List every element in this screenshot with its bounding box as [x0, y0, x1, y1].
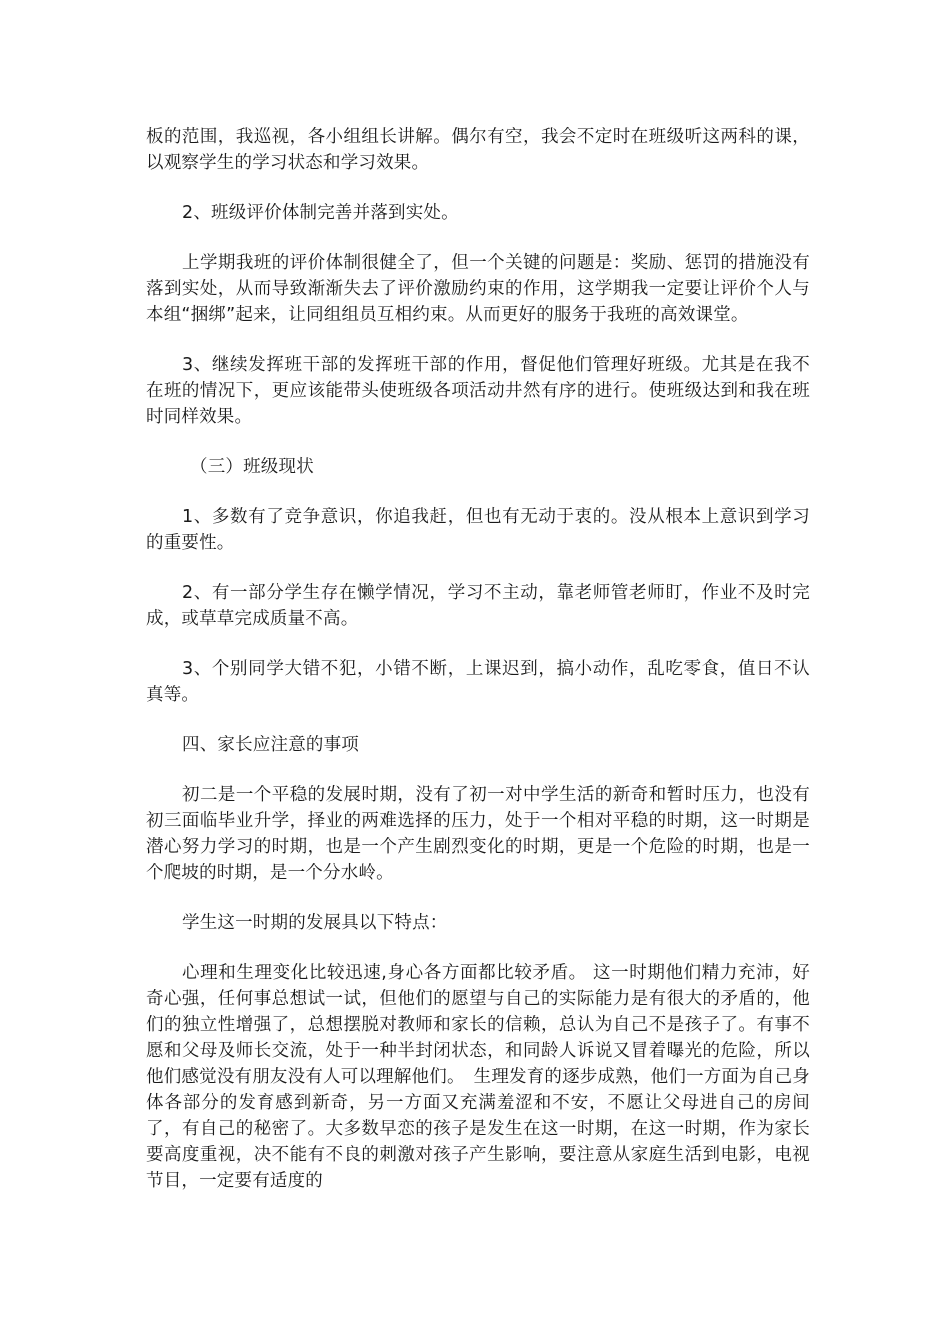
paragraph-grade-two-period: 初二是一个平稳的发展时期，没有了初一对中学生活的新奇和暂时压力，也没有初三面临毕业升学，择业的两难选择的压力，处于一个相对平稳的时期，这一时期是潜心努力学习的时期，也是一个产生剧烈变化的时期，更是一个危险的时期，也是一个爬坡的时期，是一个分水岭。 [146, 785, 810, 883]
section-heading-parent-notes: 四、家长应注意的事项 [182, 735, 359, 755]
section-heading-class-status: （三）班级现状 [190, 457, 314, 477]
paragraph-status-1: 1、多数有了竞争意识，你追我赶，但也有无动于衷的。没从根本上意识到学习的重要性。 [146, 507, 810, 553]
paragraph-continuation: 板的范围，我巡视，各小组组长讲解。偶尔有空，我会不定时在班级听这两科的课，以观察学生的学习状态和学习效果。 [146, 127, 810, 173]
document-body [146, 124, 810, 1218]
paragraph-psych-physio: 心理和生理变化比较迅速,身心各方面都比较矛盾。 这一时期他们精力充沛，好奇心强，任何事总想试一试，但他们的愿望与自己的实际能力是有很大的矛盾的，他们的独立性增强了，总想摆脱对教师和家长的信赖，总认为自己不是孩子了。有事不愿和父母及师长交流，处于一种半封闭状态，和同龄人诉说又冒着曝光的危险，所以他们感觉没有朋友没有人可以理解他们。 生理发育的逐步成熟，他们一方面为自己身体各部分的发育感到新奇，另一方面又充满羞涩和不安，不愿让父母进自己的房间了，有自己的秘密了。大多数早恋的孩子是发生在这一时期，在这一时期，作为家长要高度重视，决不能有不良的刺激对孩子产生影响，要注意从家庭生活到电影，电视节目，一定要有适度的 [146, 963, 810, 1191]
paragraph-item-2-evaluation: 2、班级评价体制完善并落到实处。 [182, 203, 459, 223]
paragraph-features-intro: 学生这一时期的发展具以下特点： [182, 913, 448, 933]
paragraph-item-3-class-cadre: 3、继续发挥班干部的发挥班干部的作用，督促他们管理好班级。尤其是在我不在班的情况下，更应该能带头使班级各项活动井然有序的进行。使班级达到和我在班时同样效果。 [146, 355, 810, 427]
paragraph-status-3: 3、个别同学大错不犯，小错不断，上课迟到，搞小动作，乱吃零食，值日不认真等。 [146, 659, 810, 705]
paragraph-status-2: 2、有一部分学生存在懒学情况，学习不主动，靠老师管老师盯，作业不及时完成，或草草完成质量不高。 [146, 583, 810, 629]
paragraph-evaluation-detail: 上学期我班的评价体制很健全了，但一个关键的问题是：奖励、惩罚的措施没有落到实处，从而导致渐渐失去了评价激励约束的作用，这学期我一定要让评价个人与本组“捆绑”起来，让同组组员互相约束。从而更好的服务于我班的高效课堂。 [146, 253, 810, 325]
